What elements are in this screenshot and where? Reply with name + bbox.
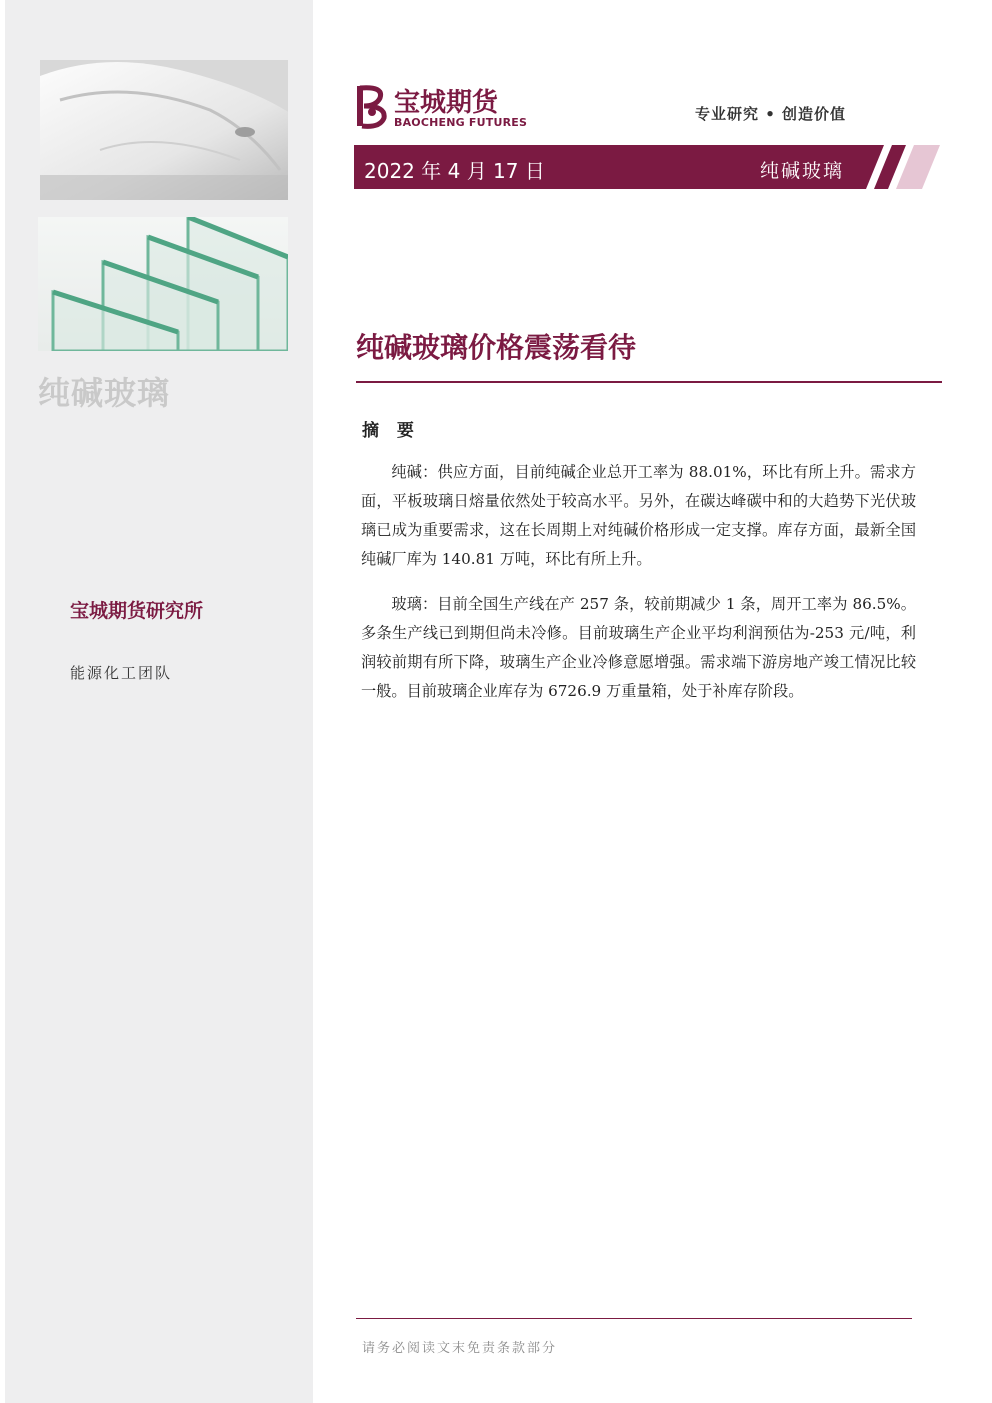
company-logo	[354, 82, 534, 132]
abstract-heading: 摘 要	[362, 421, 420, 441]
footer-divider	[356, 1318, 912, 1319]
soda-ash-bag-photo	[40, 60, 288, 200]
report-category: 纯碱玻璃	[760, 160, 845, 182]
sidebar-team: 能源化工团队	[70, 664, 173, 682]
abstract-paragraph-soda-ash: 纯碱：供应方面，目前纯碱企业总开工率为 88.01%，环比有所上升。需求方面，平板玻璃日熔量依然处于较高水平。另外，在碳达峰碳中和的大趋势下光伏玻璃已成为重要需求，这在长周期上对纯碱价格形成一定支撑。库存方面，最新全国纯碱厂库为 140.81 万吨，环比有所上升。	[361, 463, 916, 568]
logo-chinese-name: 宝城期货	[394, 88, 499, 118]
logo-english-name: BAOCHENG FUTURES	[394, 116, 528, 129]
report-title: 纯碱玻璃价格震荡看待	[356, 331, 637, 364]
baocheng-logo-icon	[354, 82, 390, 130]
sidebar	[0, 0, 313, 1403]
footer-disclaimer: 请务必阅读文末免责条款部分	[362, 1341, 558, 1356]
glass-panes-photo	[38, 217, 288, 351]
sidebar-edge	[0, 0, 5, 1403]
abstract-paragraph-glass: 玻璃：目前全国生产线在产 257 条，较前期减少 1 条，周开工率为 86.5%。多条生产线已到期但尚未冷修。目前玻璃生产企业平均利润预估为-253 元/吨，利润较前期有所下降，玻璃生产企业冷修意愿增强。需求端下游房地产竣工情况比较一般。目前玻璃企业库存为 6726.9 万重量箱，处于补库存阶段。	[361, 595, 916, 700]
title-divider	[356, 381, 942, 383]
sidebar-category-title: 纯碱玻璃	[38, 374, 171, 412]
report-date: 2022 年 4 月 17 日	[364, 159, 545, 183]
slogan: 专业研究 • 创造价值	[695, 105, 847, 123]
sidebar-institute: 宝城期货研究所	[70, 600, 204, 622]
